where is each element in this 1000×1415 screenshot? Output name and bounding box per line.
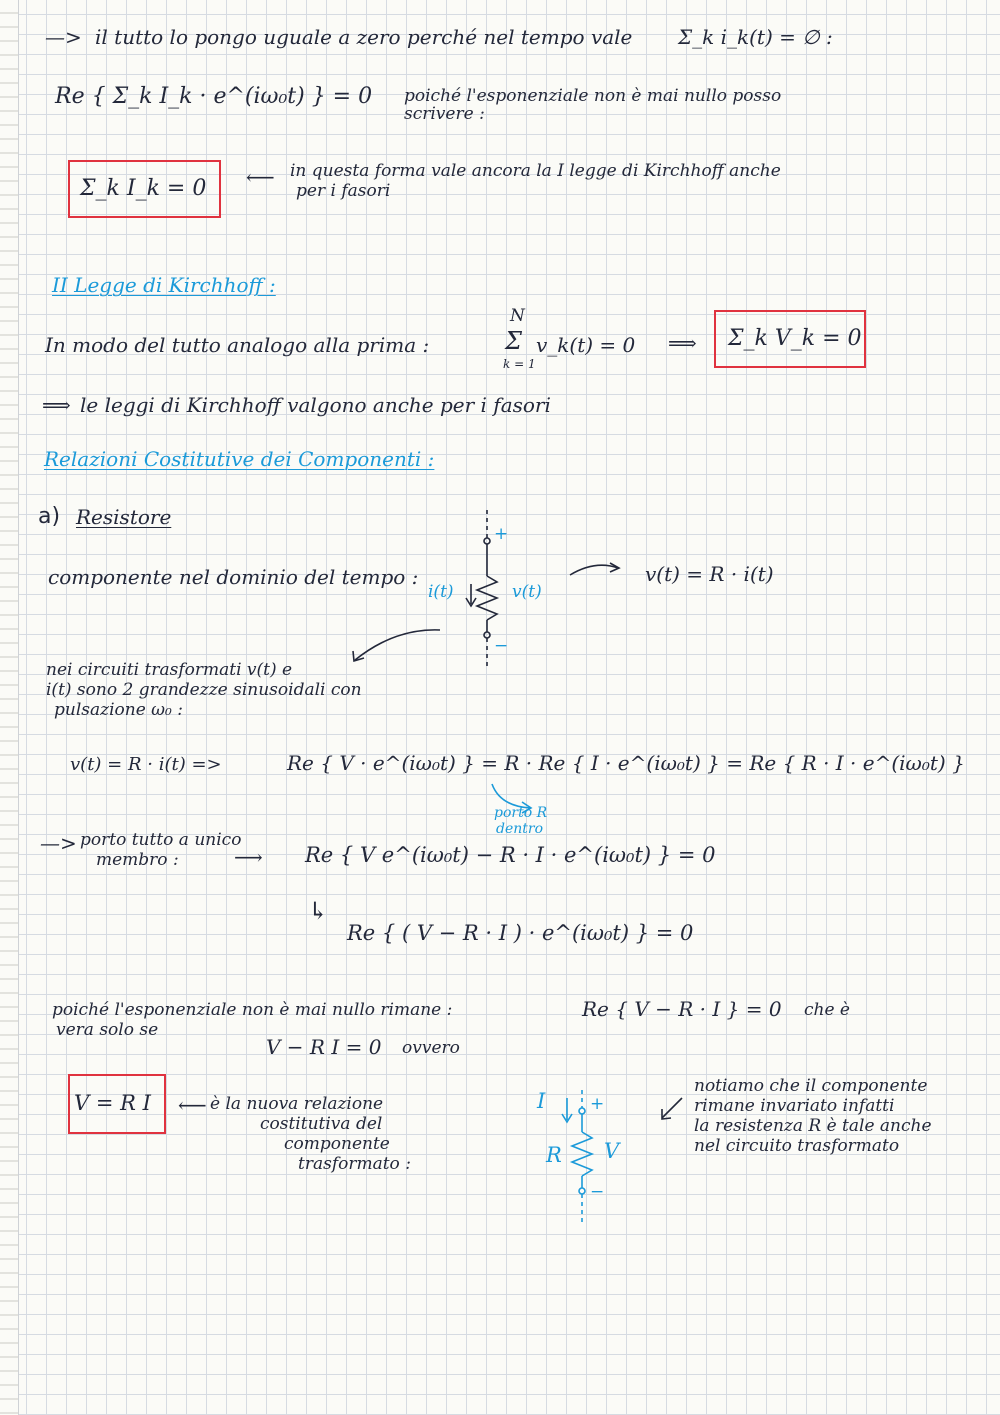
right-note-4: nel circuito trasformato (694, 1136, 900, 1156)
line2-note-1: poiché l'esponenziale non è mai nullo posso (404, 86, 782, 106)
porto-note-2: dentro (496, 821, 544, 837)
conclusion-text: le leggi di Kirchhoff valgono anche per i fasori (80, 393, 551, 417)
line1-text: il tutto lo pongo uguale a zero perché nel tempo vale (95, 25, 633, 49)
phasor-voltage-label: V (604, 1139, 620, 1163)
kcl-phasor-formula: Σ_k I_k = 0 (80, 176, 207, 201)
box3-arrow: ⟵ (178, 1093, 207, 1117)
final-ovvero: ovvero (402, 1038, 460, 1058)
box3-note-4: trasformato : (298, 1154, 411, 1174)
membro-arrow: —> (40, 831, 77, 855)
sum-upper-limit: N (510, 306, 525, 326)
phasor-plus: + (590, 1094, 605, 1114)
phasor-current-label: I (537, 1089, 546, 1113)
conclusion-arrow: ⟹ (42, 393, 71, 417)
right-note-3: la resistenza R è tale anche (694, 1116, 932, 1136)
final-tail: che è (804, 1000, 850, 1020)
line2-note-2: scrivere : (404, 104, 485, 124)
porto-note-1: porto R (494, 805, 548, 821)
voltage-label: v(t) (512, 582, 542, 602)
box1-arrow: ⟵ (246, 165, 275, 189)
resistor-law: v(t) = R · i(t) (645, 562, 774, 586)
equation3: Re { ( V − R · I ) · e^(iω₀t) } = 0 (347, 921, 694, 945)
sum-expression: v_k(t) = 0 (536, 333, 636, 357)
section-label: a) (38, 504, 61, 529)
box3-note-2: costitutiva del (260, 1114, 383, 1134)
minus-terminal: − (494, 636, 509, 656)
circuit-note-2: i(t) sono 2 grandezze sinusoidali con (46, 680, 362, 700)
plus-terminal: + (494, 524, 509, 544)
equation1-right: Re { V · e^(iω₀t) } = R · Re { I · e^(iω₀t) } = Re { R · I · e^(iω₀t) } (287, 751, 965, 775)
final-equation: V − R I = 0 (266, 1035, 382, 1059)
heading-second-law: II Legge di Kirchhoff : (52, 273, 276, 297)
line2-formula: Re { Σ_k I_k · e^(iω₀t) } = 0 (55, 84, 373, 109)
box1-note-2: per i fasori (296, 181, 391, 201)
line1-formula: Σ_k i_k(t) = ∅ : (678, 25, 833, 49)
phasor-minus: − (590, 1182, 605, 1202)
sum-lower-limit: k = 1 (503, 357, 536, 371)
right-note-2: rimane invariato infatti (694, 1096, 895, 1116)
right-note-1: notiamo che il componente (694, 1076, 928, 1096)
box3-note-1: è la nuova relazione (210, 1094, 384, 1114)
circuit-note-1: nei circuiti trasformati v(t) e (46, 660, 293, 680)
final-note-1: poiché l'esponenziale non è mai nullo rimane : (52, 1000, 453, 1020)
box3-note-3: componente (284, 1134, 390, 1154)
final-note-2: vera solo se (56, 1020, 159, 1040)
membro-arrow-2: ⟶ (234, 845, 263, 869)
phasor-ohm-formula: V = R I (74, 1091, 151, 1115)
membro-note-1: porto tutto a unico (80, 830, 242, 850)
membro-note-2: membro : (96, 850, 179, 870)
sum-symbol: Σ (505, 327, 522, 355)
phasor-ohm-box (68, 1074, 166, 1134)
heading-relations: Relazioni Costitutive dei Componenti : (44, 447, 435, 471)
implies-arrow: ⟹ (668, 331, 697, 355)
phasor-resistance-label: R (546, 1143, 562, 1167)
box1-note-1: in questa forma vale ancora la I legge di Kirchhoff anche (290, 161, 781, 181)
kvl-phasor-formula: Σ_k V_k = 0 (728, 326, 862, 351)
current-label: i(t) (428, 582, 454, 602)
resistor-title: Resistore (76, 505, 172, 529)
line1-arrow: —> (45, 25, 82, 49)
equation1-left: v(t) = R · i(t) => (70, 754, 222, 775)
circuit-note-3: pulsazione ω₀ : (54, 700, 183, 720)
equation2: Re { V e^(iω₀t) − R · I · e^(iω₀t) } = 0 (305, 843, 716, 867)
second-law-text: In modo del tutto analogo alla prima : (45, 333, 430, 357)
equation3-hook: ↳ (308, 897, 329, 925)
time-domain-text: componente nel dominio del tempo : (48, 565, 419, 589)
final-formula: Re { V − R · I } = 0 (582, 997, 782, 1021)
